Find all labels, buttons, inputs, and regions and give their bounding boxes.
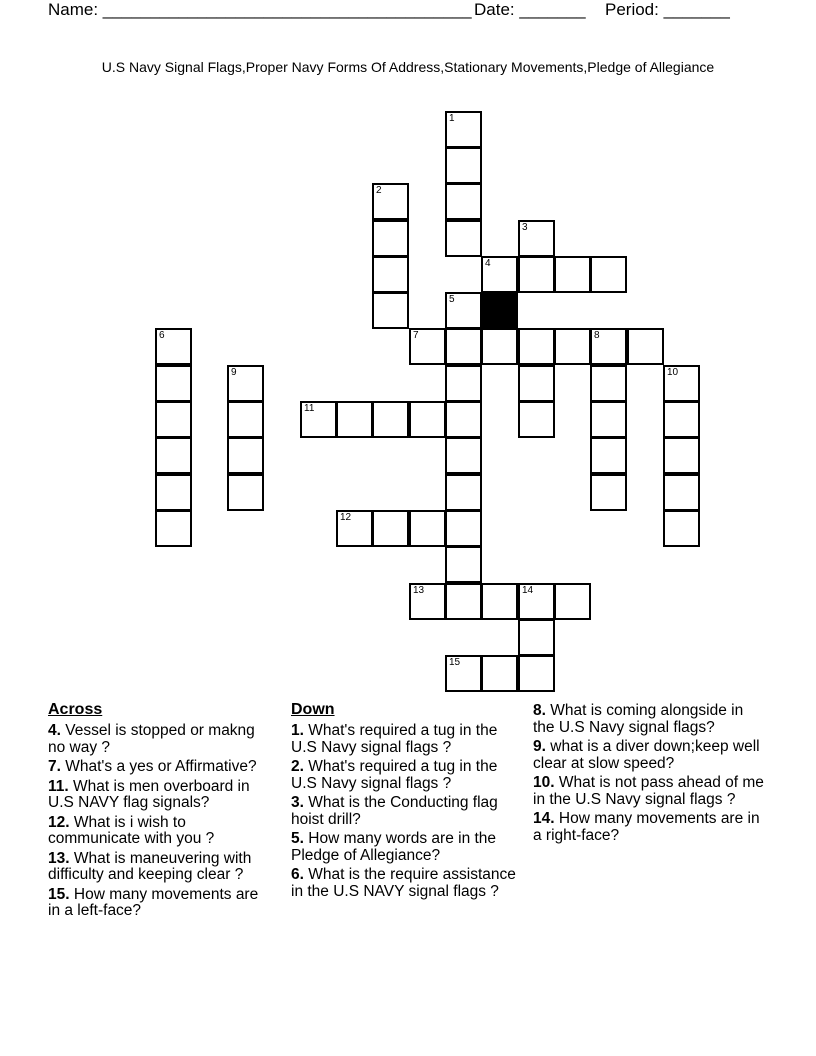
grid-cell[interactable] bbox=[518, 328, 555, 365]
grid-cell-number: 11 bbox=[304, 403, 315, 414]
grid-cell[interactable] bbox=[445, 655, 482, 692]
grid-cell[interactable] bbox=[481, 256, 518, 293]
grid-cell[interactable] bbox=[445, 401, 482, 438]
grid-cell-number: 14 bbox=[522, 585, 534, 596]
grid-cell-number: 3 bbox=[522, 222, 528, 233]
grid-cell[interactable] bbox=[372, 510, 409, 547]
grid-cell[interactable] bbox=[227, 474, 264, 511]
grid-cell[interactable] bbox=[554, 583, 591, 620]
grid-cell[interactable] bbox=[445, 546, 482, 583]
grid-cell[interactable] bbox=[227, 401, 264, 438]
grid-cell-number: 7 bbox=[413, 330, 419, 341]
grid-cell[interactable] bbox=[372, 401, 409, 438]
grid-cell[interactable] bbox=[445, 328, 482, 365]
grid-cell[interactable] bbox=[409, 401, 446, 438]
down-heading: Down bbox=[291, 701, 335, 718]
header-period-line[interactable]: Period: _______ bbox=[605, 0, 730, 19]
down-clues bbox=[291, 700, 516, 903]
grid-cell[interactable] bbox=[445, 437, 482, 474]
grid-cell[interactable] bbox=[445, 365, 482, 402]
header-date-line[interactable]: Date: _______ bbox=[474, 0, 586, 19]
grid-cell[interactable] bbox=[590, 401, 627, 438]
grid-cell[interactable] bbox=[627, 328, 664, 365]
grid-cell[interactable] bbox=[372, 183, 409, 220]
grid-cell[interactable] bbox=[227, 365, 264, 402]
grid-cell[interactable] bbox=[481, 583, 518, 620]
grid-cell[interactable] bbox=[518, 365, 555, 402]
down-clues-continued bbox=[533, 703, 765, 847]
grid-cell-number: 5 bbox=[449, 294, 455, 305]
grid-cell[interactable] bbox=[445, 292, 482, 329]
grid-cell[interactable] bbox=[155, 365, 192, 402]
grid-cell[interactable] bbox=[445, 220, 482, 257]
grid-cell[interactable] bbox=[518, 655, 555, 692]
grid-cell[interactable] bbox=[445, 111, 482, 148]
clue-across-4: 4. Vessel is stopped or makng no way ? bbox=[48, 722, 255, 756]
grid-cell[interactable] bbox=[300, 401, 337, 438]
grid-cell-number: 9 bbox=[231, 367, 237, 378]
grid-cell[interactable] bbox=[409, 510, 446, 547]
grid-cell-number: 2 bbox=[376, 185, 382, 196]
clue-down-6: 6. What is the require assistance in the U.S NAVY signal flags ? bbox=[291, 866, 516, 900]
grid-cell-number: 4 bbox=[485, 258, 491, 269]
header-name-line[interactable]: Name: _______________________________________ bbox=[48, 0, 472, 19]
grid-cell[interactable] bbox=[663, 365, 700, 402]
grid-cell[interactable] bbox=[518, 256, 555, 293]
grid-cell[interactable] bbox=[481, 655, 518, 692]
grid-cell[interactable] bbox=[227, 437, 264, 474]
clue-down-10: 10. What is not pass ahead of me in the U.S Navy signal flags ? bbox=[533, 774, 764, 808]
grid-cell-number: 1 bbox=[449, 113, 455, 124]
grid-cell-number: 13 bbox=[413, 585, 425, 596]
grid-cell[interactable] bbox=[554, 256, 591, 293]
clue-down-3: 3. What is the Conducting flag hoist drill? bbox=[291, 794, 498, 828]
clue-down-1: 1. What's required a tug in the U.S Navy signal flags ? bbox=[291, 722, 498, 756]
grid-cell[interactable] bbox=[336, 510, 373, 547]
grid-cell-number: 6 bbox=[159, 330, 165, 341]
grid-cell-number: 12 bbox=[340, 512, 352, 523]
grid-cell[interactable] bbox=[445, 183, 482, 220]
grid-cell[interactable] bbox=[518, 401, 555, 438]
grid-cell[interactable] bbox=[590, 328, 627, 365]
grid-cell-number: 8 bbox=[594, 330, 600, 341]
grid-block-cell bbox=[481, 292, 518, 329]
grid-cell[interactable] bbox=[590, 256, 627, 293]
grid-cell[interactable] bbox=[155, 474, 192, 511]
grid-cell[interactable] bbox=[663, 510, 700, 547]
clue-across-13: 13. What is maneuvering with difficulty and keeping clear ? bbox=[48, 849, 252, 883]
page-title: U.S Navy Signal Flags,Proper Navy Forms Of Address,Stationary Movements,Pledge of Allegiance bbox=[101, 59, 715, 75]
grid-cell[interactable] bbox=[409, 328, 446, 365]
grid-cell[interactable] bbox=[590, 437, 627, 474]
clue-across-15: 15. How many movements are in a left-face? bbox=[48, 885, 259, 919]
clue-down-14: 14. How many movements are in a right-face? bbox=[533, 810, 760, 844]
grid-cell[interactable] bbox=[336, 401, 373, 438]
grid-cell[interactable] bbox=[518, 619, 555, 656]
grid-cell[interactable] bbox=[590, 474, 627, 511]
grid-cell[interactable] bbox=[155, 328, 192, 365]
grid-cell[interactable] bbox=[590, 365, 627, 402]
grid-cell[interactable] bbox=[663, 401, 700, 438]
across-heading: Across bbox=[48, 701, 103, 718]
clue-down-5: 5. How many words are in the Pledge of Allegiance? bbox=[291, 830, 497, 864]
grid-cell[interactable] bbox=[155, 401, 192, 438]
clue-across-11: 11. What is men overboard in U.S NAVY flag signals? bbox=[48, 777, 250, 811]
grid-cell[interactable] bbox=[518, 583, 555, 620]
clue-across-7: 7. What's a yes or Affirmative? bbox=[48, 758, 257, 775]
clue-down-8: 8. What is coming alongside in the U.S Navy signal flags? bbox=[533, 702, 744, 736]
grid-cell[interactable] bbox=[155, 437, 192, 474]
clue-across-12: 12. What is i wish to communicate with you ? bbox=[48, 813, 215, 847]
across-clues bbox=[48, 700, 268, 923]
grid-cell-number: 15 bbox=[449, 657, 461, 668]
grid-cell[interactable] bbox=[155, 510, 192, 547]
grid-cell[interactable] bbox=[372, 256, 409, 293]
grid-cell[interactable] bbox=[372, 292, 409, 329]
clue-down-9: 9. what is a diver down;keep well clear at slow speed? bbox=[533, 738, 760, 772]
grid-cell[interactable] bbox=[445, 510, 482, 547]
grid-cell[interactable] bbox=[663, 474, 700, 511]
clue-down-2: 2. What's required a tug in the U.S Navy signal flags ? bbox=[291, 758, 498, 792]
grid-cell[interactable] bbox=[372, 220, 409, 257]
grid-cell[interactable] bbox=[481, 328, 518, 365]
grid-cell[interactable] bbox=[445, 474, 482, 511]
grid-cell[interactable] bbox=[554, 328, 591, 365]
grid-cell[interactable] bbox=[445, 583, 482, 620]
grid-cell[interactable] bbox=[445, 147, 482, 184]
grid-cell[interactable] bbox=[663, 437, 700, 474]
grid-cell[interactable] bbox=[518, 220, 555, 257]
grid-cell-number: 10 bbox=[667, 367, 679, 378]
grid-cell[interactable] bbox=[409, 583, 446, 620]
